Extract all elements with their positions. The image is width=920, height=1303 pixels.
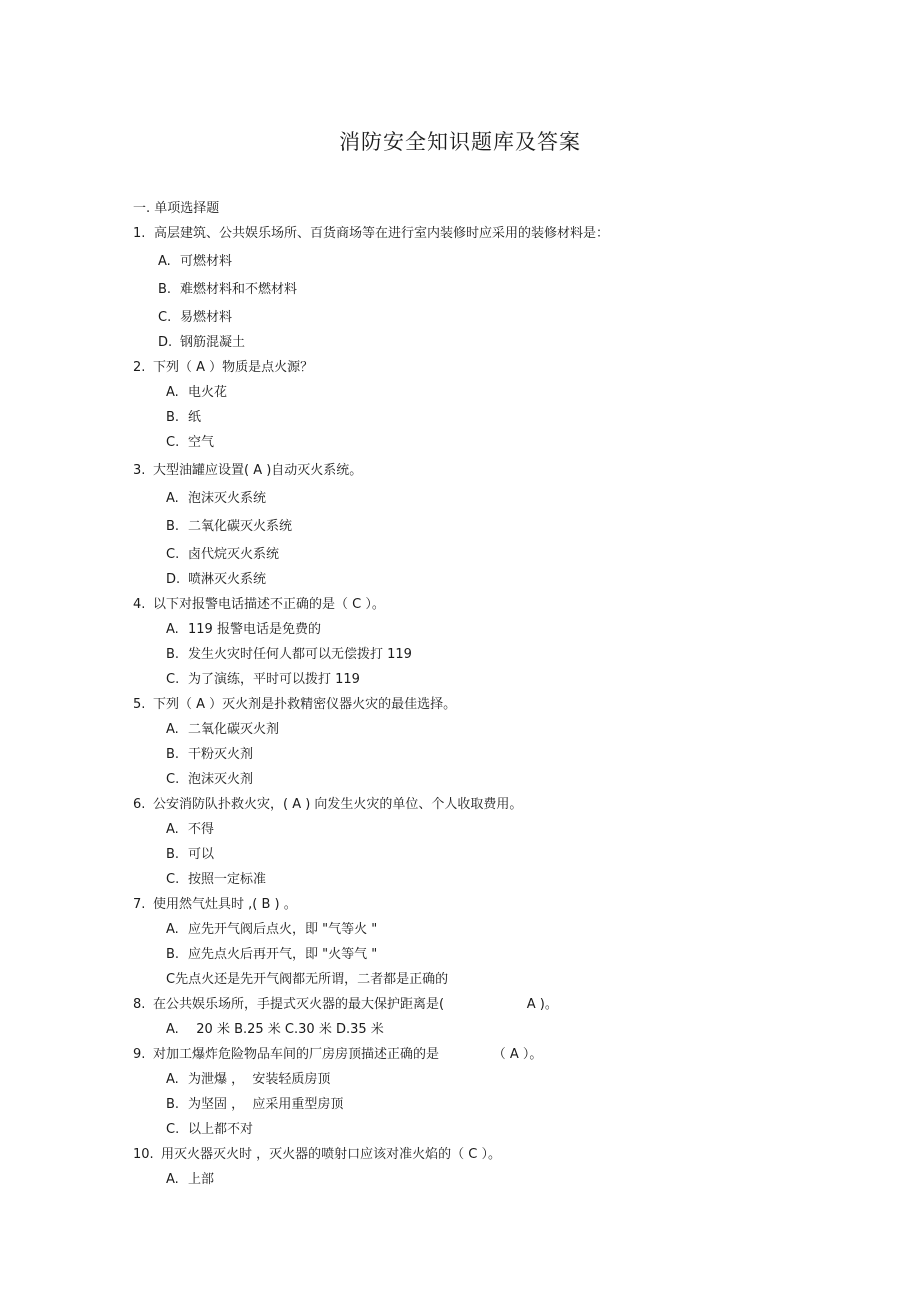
option-3d (166, 571, 266, 589)
option-label: A. (166, 622, 179, 637)
question-text: 以下对报警电话描述不正确的是（ C ）。 (153, 597, 385, 612)
question-5 (133, 696, 456, 714)
option-7b (166, 946, 377, 964)
question-number: 7. (133, 897, 146, 912)
section-heading: 一. 单项选择题 (133, 201, 220, 216)
option-6a (166, 821, 214, 839)
option-label: C. (166, 547, 180, 562)
option-label: A. (166, 1172, 179, 1187)
question-number: 6. (133, 797, 146, 812)
option-text: 为坚固 ， 应采用重型房顶 (188, 1097, 344, 1112)
option-9a (166, 1071, 330, 1089)
question-text: 在公共娱乐场所，手提式灭火器的最大保护距离是( A )。 (153, 997, 558, 1012)
option-8a (166, 1021, 384, 1039)
option-text: 为泄爆 ， 安装轻质房顶 (188, 1072, 331, 1087)
option-label: B. (166, 747, 180, 762)
option-text: 二氧化碳灭火系统 (188, 519, 293, 534)
question-text: 对加工爆炸危险物品车间的厂房房顶描述正确的是 （ A ）。 (153, 1047, 543, 1062)
question-number: 2. (133, 360, 146, 375)
option-1d (158, 334, 245, 352)
option-label: B. (158, 282, 172, 297)
option-label: D. (158, 335, 173, 350)
option-label: B. (166, 847, 180, 862)
option-5a (166, 721, 279, 739)
option-text: 二氧化碳灭火剂 (188, 722, 280, 737)
option-label: C. (158, 310, 172, 325)
option-label: A. (166, 385, 179, 400)
option-7a (166, 921, 377, 939)
option-label: A. (166, 722, 179, 737)
option-label: C. (166, 435, 180, 450)
option-text: 空气 (188, 435, 215, 450)
question-number: 9. (133, 1047, 146, 1062)
option-text: 易燃材料 (180, 310, 233, 325)
question-6 (133, 796, 522, 814)
option-label: B. (166, 647, 180, 662)
option-1b (158, 281, 297, 299)
option-2a (166, 384, 227, 402)
option-6b (166, 846, 214, 864)
page-title: 消防安全知识题库及答案 (339, 130, 581, 154)
option-label: B. (166, 519, 180, 534)
question-8 (133, 996, 558, 1014)
question-text: 下列（ A ）物质是点火源？ (153, 360, 314, 375)
option-10a (166, 1171, 214, 1189)
option-9c (166, 1121, 253, 1139)
question-text: 大型油罐应设置( A )自动灭火系统。 (153, 463, 363, 478)
question-number: 4. (133, 597, 146, 612)
option-text: 以上都不对 (188, 1122, 254, 1137)
question-number: 1. (133, 226, 146, 241)
question-text: 用灭火器灭火时 ，灭火器的喷射口应该对准火焰的（ C ）。 (161, 1147, 501, 1162)
option-text: 为了演练，平时可以拨打 119 (188, 672, 360, 687)
option-label: A. (158, 254, 171, 269)
option-text: 卤代烷灭火系统 (188, 547, 280, 562)
option-text: 电火花 (188, 385, 228, 400)
option-text: 应先点火后再开气，即 "火等气 " (188, 947, 378, 962)
option-text: 上部 (188, 1172, 215, 1187)
question-number: 3. (133, 463, 146, 478)
question-number: 10. (133, 1147, 154, 1162)
option-3c (166, 546, 279, 564)
option-2b (166, 409, 201, 427)
option-1a (158, 253, 232, 271)
option-9b (166, 1096, 343, 1114)
option-label: A. (166, 491, 179, 506)
question-7 (133, 896, 297, 914)
option-label: A. (166, 922, 179, 937)
question-text: 公安消防队扑救火灾，( A ) 向发生火灾的单位、个人收取费用。 (153, 797, 523, 812)
option-text: 应先开气阀后点火，即 "气等火 " (188, 922, 378, 937)
option-text: 119 报警电话是免费的 (188, 622, 321, 637)
option-text: 喷淋灭火系统 (188, 572, 267, 587)
option-label: C. (166, 872, 180, 887)
option-label: B. (166, 947, 180, 962)
option-5b (166, 746, 253, 764)
option-text: 按照一定标准 (188, 872, 267, 887)
option-label: C. (166, 1122, 180, 1137)
question-4 (133, 596, 385, 614)
option-text: 纸 (188, 410, 202, 425)
option-2c (166, 434, 214, 452)
question-text: 使用然气灶具时 ,( B ) 。 (153, 897, 297, 912)
option-1c (158, 309, 232, 327)
question-1 (133, 225, 609, 243)
option-4b (166, 646, 412, 664)
option-6c (166, 871, 266, 889)
option-label: B. (166, 410, 180, 425)
option-text: 难燃材料和不燃材料 (180, 282, 298, 297)
question-2 (133, 359, 313, 377)
option-label: C. (166, 772, 180, 787)
option-text: 可以 (188, 847, 215, 862)
option-4c (166, 671, 360, 689)
question-number: 8. (133, 997, 146, 1012)
option-text: 20 米 B.25 米 C.30 米 D.35 米 (188, 1022, 384, 1037)
option-label: A. (166, 1022, 179, 1037)
option-3a (166, 490, 266, 508)
option-3b (166, 518, 292, 536)
option-4a (166, 621, 321, 639)
question-text: 高层建筑、公共娱乐场所、百货商场等在进行室内装修时应采用的装修材料是： (154, 226, 610, 241)
option-label: C. (166, 672, 180, 687)
question-10 (133, 1146, 501, 1164)
option-text: 钢筋混凝土 (180, 335, 246, 350)
option-text: 泡沫灭火剂 (188, 772, 254, 787)
option-label: A. (166, 822, 179, 837)
option-text: 发生火灾时任何人都可以无偿拨打 119 (188, 647, 412, 662)
option-label: A. (166, 1072, 179, 1087)
option-7c: C先点火还是先开气阀都无所谓，二者都是正确的 (166, 972, 449, 987)
question-text: 下列（ A ）灭火剂是扑救精密仪器火灾的最佳选择。 (153, 697, 457, 712)
question-number: 5. (133, 697, 146, 712)
option-5c (166, 771, 253, 789)
question-9 (133, 1046, 542, 1064)
option-label: B. (166, 1097, 180, 1112)
option-text: 泡沫灭火系统 (188, 491, 267, 506)
option-text: 干粉灭火剂 (188, 747, 254, 762)
question-3 (133, 462, 362, 480)
option-text: 可燃材料 (180, 254, 233, 269)
option-label: D. (166, 572, 181, 587)
option-text: 不得 (188, 822, 215, 837)
